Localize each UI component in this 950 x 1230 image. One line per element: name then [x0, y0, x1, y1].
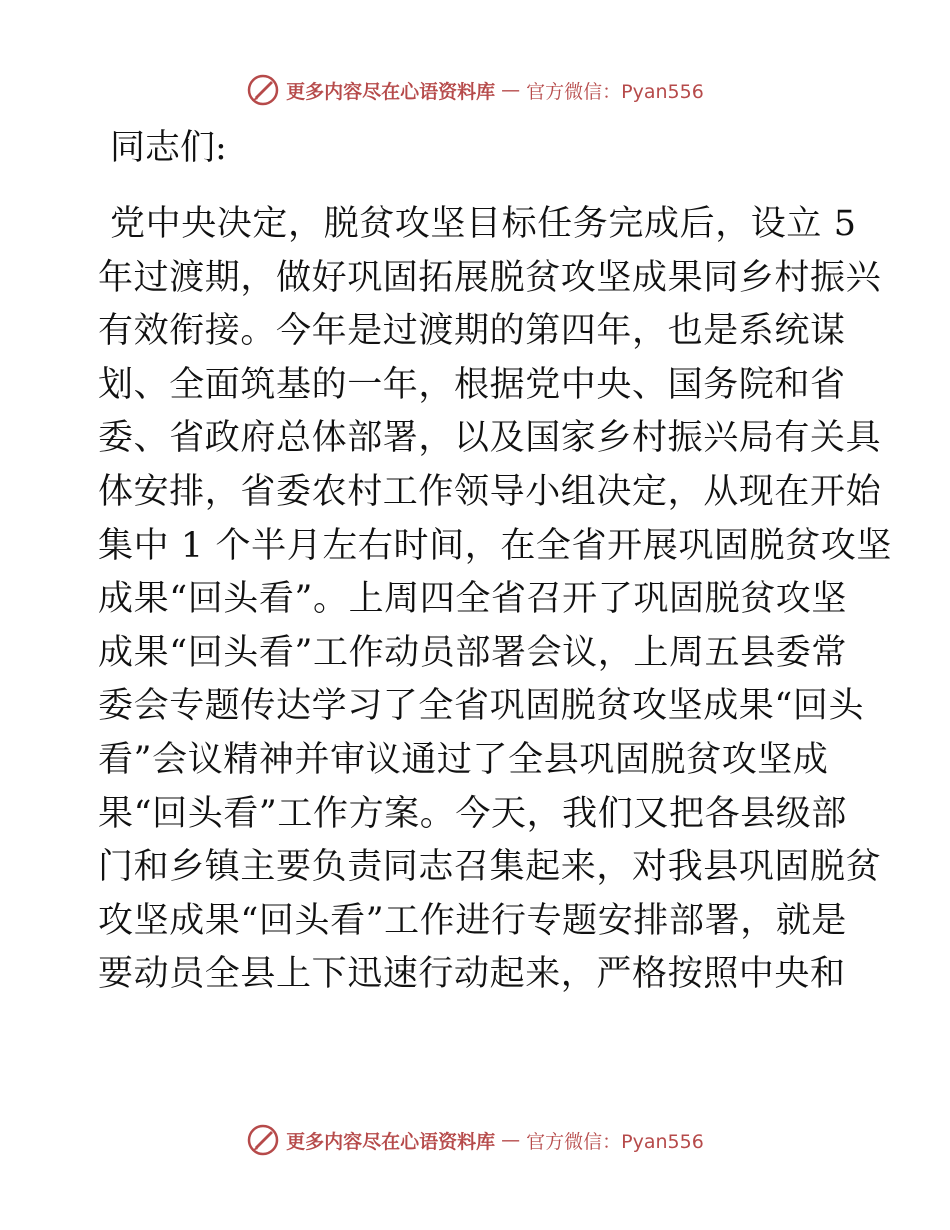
footer-separator: —: [501, 1129, 521, 1151]
document-body: [98, 120, 892, 1002]
text-line: 果“回头看”工作方案。今天，我们又把各县级部: [98, 793, 847, 834]
header-banner: [0, 70, 950, 110]
header-separator: —: [501, 79, 521, 101]
text-line: 委、省政府总体部署，以及国家乡村振兴局有关具: [98, 418, 882, 459]
text-line: 门和乡镇主要负责同志召集起来，对我县巩固脱贫: [98, 847, 882, 888]
text-line: 年过渡期，做好巩固拓展脱贫攻坚成果同乡村振兴: [98, 257, 882, 298]
salutation: 同志们:: [110, 128, 227, 168]
quill-circle-logo-icon: [246, 73, 280, 107]
header-brand-text: 更多内容尽在心语资料库: [286, 80, 496, 103]
paragraph: [98, 198, 892, 1002]
footer-wechat-text: 官方微信：Pyan556: [526, 1130, 704, 1153]
text-line: 成果“回头看”工作动员部署会议，上周五县委常: [98, 632, 847, 673]
text-line: 体安排，省委农村工作领导小组决定，从现在开始: [98, 471, 882, 512]
footer-banner: [0, 1120, 950, 1160]
text-line: 要动员全县上下迅速行动起来，严格按照中央和: [98, 954, 846, 995]
footer-brand-text: 更多内容尽在心语资料库: [286, 1130, 496, 1153]
text-line: 委会专题传达学习了全省巩固脱贫攻坚成果“回头: [98, 686, 865, 727]
text-line: 成果“回头看”。上周四全省召开了巩固脱贫攻坚: [98, 579, 847, 620]
quill-circle-logo-icon: [246, 1123, 280, 1157]
text-line: 攻坚成果“回头看”工作进行专题安排部署，就是: [98, 900, 847, 941]
text-line: 看”会议精神并审议通过了全县巩固脱贫攻坚成: [98, 739, 829, 780]
text-line: 划、全面筑基的一年，根据党中央、国务院和省: [98, 364, 846, 405]
text-line: 集中 1 个半月左右时间，在全省开展巩固脱贫攻坚: [98, 525, 892, 566]
text-line: 党中央决定，脱贫攻坚目标任务完成后，设立 5: [110, 204, 857, 244]
header-wechat-text: 官方微信：Pyan556: [526, 80, 704, 103]
text-line: 有效衔接。今年是过渡期的第四年，也是系统谋: [98, 311, 846, 352]
